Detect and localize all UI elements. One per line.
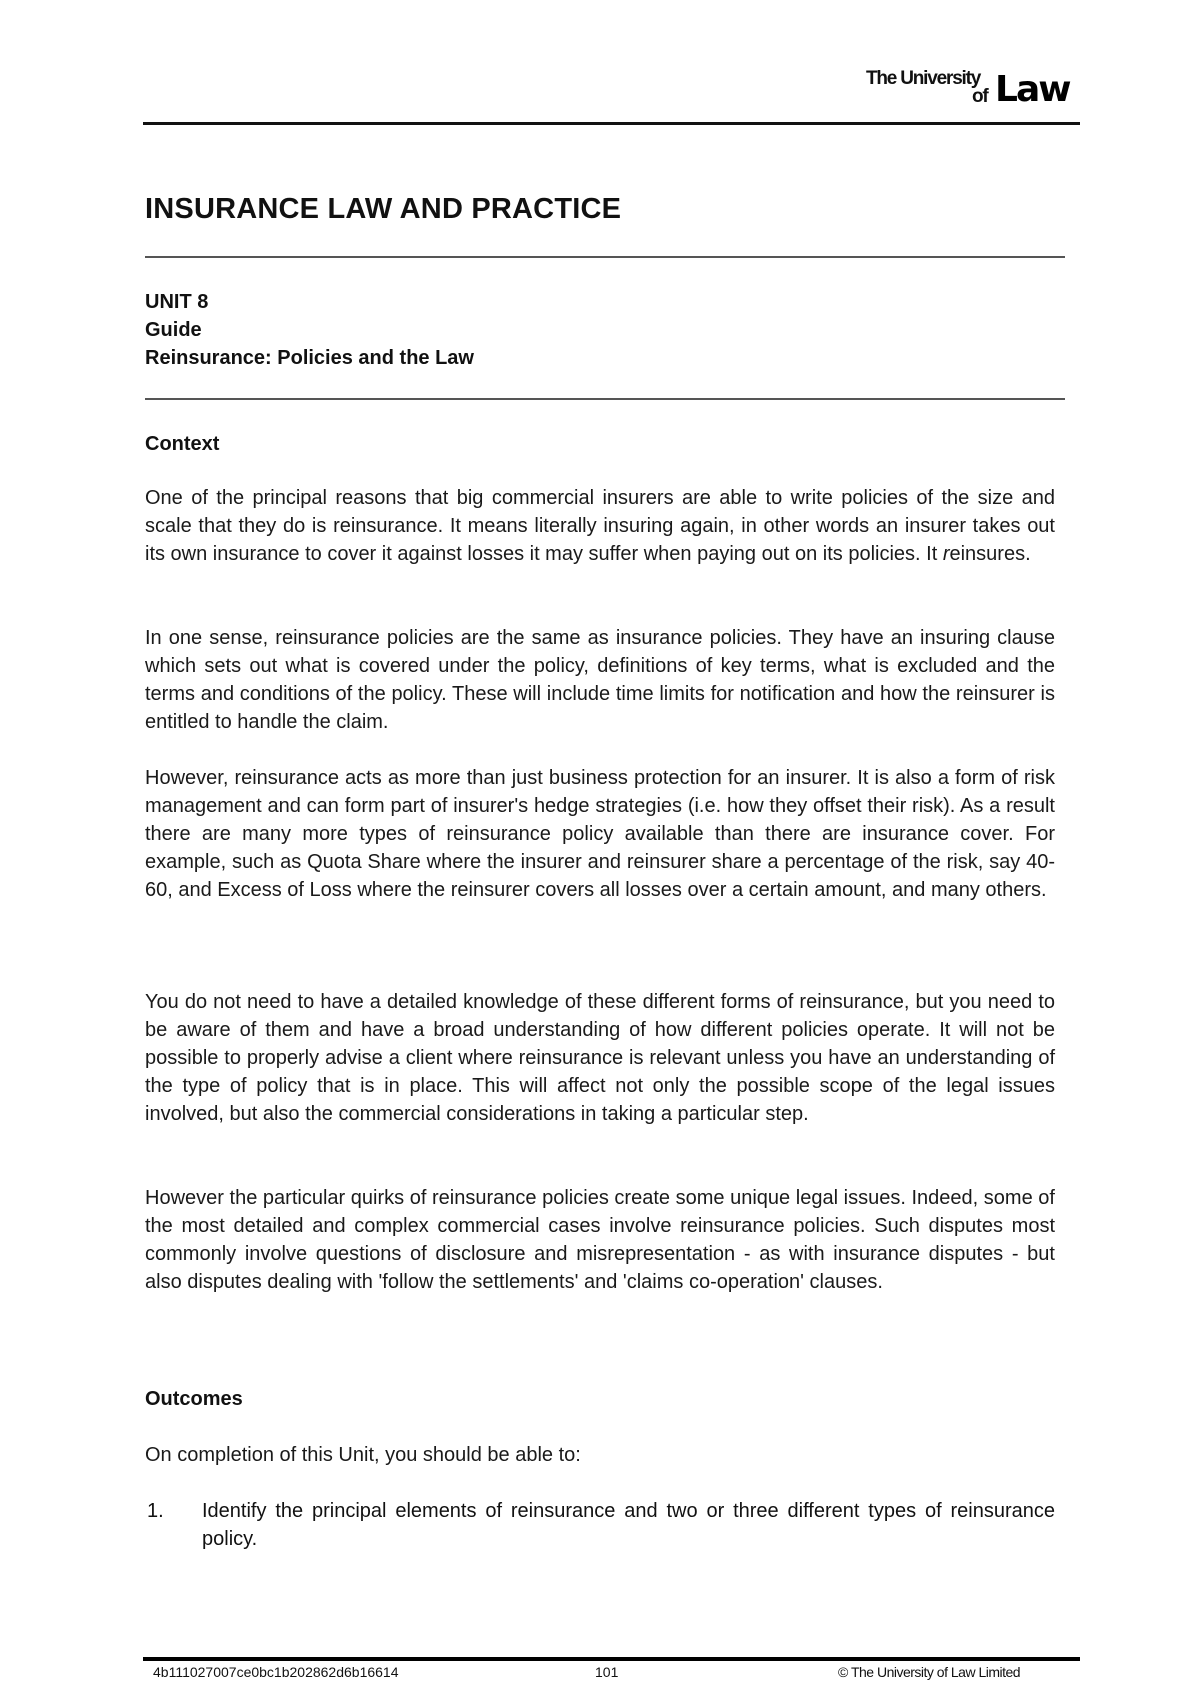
footer-divider	[143, 1657, 1080, 1661]
footer-copyright: © The University of Law Limited	[838, 1664, 1021, 1680]
list-number: 1.	[147, 1500, 164, 1522]
logo-text-law: Law	[995, 69, 1070, 110]
context-heading: Context	[145, 433, 220, 455]
unit-block	[145, 288, 474, 372]
paragraph-text: One of the principal reasons that big commercial insurers are able to write policies of the size and scale that they do is reinsurance. It means literally insuring again, in other words an insurer takes out its own insurance to cover it against losses it may suffer when paying out on its policies. It	[145, 487, 1055, 565]
logo-text-the-university: The University	[866, 68, 981, 89]
footer-document-id: 4b111027007ce0bc1b202862d6b16614	[153, 1664, 399, 1680]
unit-divider	[145, 398, 1065, 400]
context-paragraph-4: You do not need to have a detailed knowledge of these different forms of reinsurance, but you need to be aware of them and have a broad understanding of how different policies operate. It will not be possible to properly advise a client where reinsurance is relevant unless you have an understanding of the type of policy that is in place. This will affect not only the possible scope of the legal issues involved, but also the commercial considerations in taking a particular step.	[145, 991, 1055, 1125]
document-title: INSURANCE LAW AND PRACTICE	[145, 193, 622, 225]
italic-emphasis: r	[942, 543, 950, 565]
context-paragraph-5: However the particular quirks of reinsurance policies create some unique legal issues. Indeed, some of the most detailed and complex commercial cases involve reinsurance policies. Such disputes most commonly involve questions of disclosure and misrepresentation - as with insurance disputes - but also disputes dealing with 'follow the settlements' and 'claims co-operation' clauses.	[145, 1187, 1055, 1293]
outcomes-intro: On completion of this Unit, you should be able to:	[145, 1444, 581, 1466]
footer-page-number: 101	[595, 1664, 619, 1680]
logo-text-of: of	[972, 86, 988, 107]
outcomes-heading: Outcomes	[145, 1388, 243, 1410]
context-paragraph-3: However, reinsurance acts as more than just business protection for an insurer. It is also a form of risk management and can form part of insurer's hedge strategies (i.e. how they offset their risk). As a result there are many more types of reinsurance policy available than there are insurance cover. For example, such as Quota Share where the insurer and reinsurer share a percentage of the risk, say 40-60, and Excess of Loss where the reinsurer covers all losses over a certain amount, and many others.	[145, 767, 1055, 901]
context-paragraph-2: In one sense, reinsurance policies are the same as insurance policies. They have an insuring clause which sets out what is covered under the policy, definitions of key terms, what is excluded and the terms and conditions of the policy. These will include time limits for notification and how the reinsurer is entitled to handle the claim.	[145, 627, 1055, 733]
paragraph-text: einsures.	[949, 543, 1031, 565]
unit-number: UNIT 8	[145, 291, 209, 313]
document-type: Guide	[145, 319, 202, 341]
context-paragraph-1	[145, 484, 1055, 568]
university-of-law-logo	[866, 66, 1070, 110]
title-divider	[145, 256, 1065, 258]
list-text: Identify the principal elements of reinsurance and two or three different types of reinsurance policy.	[202, 1500, 1055, 1550]
header-divider	[143, 122, 1080, 125]
unit-subtitle: Reinsurance: Policies and the Law	[145, 347, 474, 369]
